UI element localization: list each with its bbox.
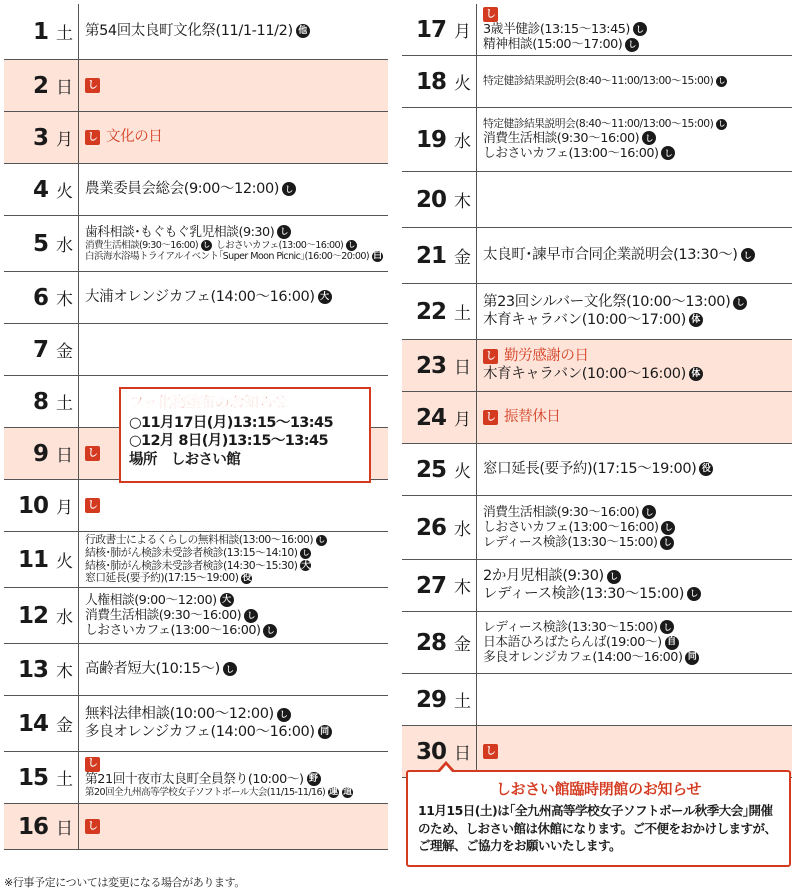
day-row [402,340,792,392]
day-number: 25 [415,456,446,483]
day-number: 8 [32,388,48,415]
day-number: 22 [415,298,446,325]
day-row [4,164,388,216]
day-row [4,752,388,804]
weekday: 水 [56,608,73,628]
day-row [402,172,792,228]
day-number: 15 [17,764,48,791]
event-cell [79,60,388,111]
location-icon: し [633,22,647,36]
event-line [483,650,788,665]
day-row [402,56,792,108]
closed-day-icon: し [85,446,100,461]
event-text: 振替休日 [504,408,561,425]
day-row [402,108,792,172]
event-line [85,724,384,741]
event-cell [477,228,792,283]
event-cell [477,172,792,227]
date-cell [402,444,477,495]
event-cell [79,324,388,375]
location-icon: 道 [343,787,353,798]
weekday: 土 [56,24,73,44]
event-text: 第54回太良町文化祭(11/1-11/2) [85,22,293,39]
day-number: 12 [17,602,48,629]
day-number: 17 [415,16,446,43]
weekday: 火 [56,182,73,202]
event-cell [477,560,792,611]
day-row [402,228,792,284]
event-line [483,118,788,131]
event-text: 3歳半健診(13:15～13:45) [483,21,630,37]
closed-day-icon: し [85,757,100,772]
location-icon: 大 [301,560,311,571]
event-line [483,744,788,759]
location-icon: し [348,241,356,250]
closed-day-icon: し [85,130,100,145]
event-line [85,819,384,834]
event-line [483,75,788,88]
weekday: 土 [56,394,73,414]
day-number: 6 [32,284,48,311]
day-number: 9 [32,440,48,467]
date-cell [4,428,79,479]
event-line [85,225,384,240]
event-line [483,505,788,520]
event-text: 大浦オレンジカフェ(14:00～16:00) [85,288,315,305]
fluoride-notice [119,387,371,483]
event-line [85,129,384,146]
event-line [85,757,384,772]
day-number: 7 [32,336,48,363]
closure-notice-pointer-inner [439,765,453,773]
event-line [85,534,384,547]
day-number: 16 [17,813,48,840]
event-line [483,312,788,329]
event-cell [79,272,388,323]
day-number: 27 [415,572,446,599]
event-text: 文化の日 [106,128,163,145]
event-text: 無料法律相談(10:00～12:00) [85,706,274,723]
location-icon: し [223,662,237,676]
event-text: 白浜海水浴場トライアルイベント｢Super Moon Picnic｣(16:00～20:00) [85,251,370,263]
weekday: 火 [454,74,471,94]
closed-day-icon: し [483,7,498,22]
location-icon: 大 [220,593,234,607]
weekday: 水 [454,132,471,152]
event-line [85,623,384,638]
weekday: 月 [454,410,471,430]
event-text: 窓口延長(要予約)(17:15～19:00) [85,571,239,585]
event-cell [477,674,792,725]
location-icon: し [660,536,674,550]
location-icon: 役 [699,462,713,476]
event-cell [477,284,792,339]
date-cell [4,752,79,803]
weekday: 火 [454,462,471,482]
closed-day-icon: し [85,78,100,93]
event-cell [477,4,792,55]
event-text: しおさいカフェ(13:00～16:00) [216,239,344,251]
event-text: 木育キャラバン(10:00～17:00) [483,311,686,328]
day-row [4,60,388,112]
day-number: 14 [17,710,48,737]
event-text: 農業委員会総会(9:00～12:00) [85,180,280,197]
date-cell [402,56,477,107]
weekday: 木 [454,192,471,212]
event-text: 人権相談(9:00～12:00) [85,592,217,608]
location-icon: 体 [689,367,703,381]
event-line [85,706,384,723]
event-text: 歯科相談･もぐもぐ乳児相談(9:30) [85,224,275,240]
date-cell [4,588,79,643]
event-line [85,78,384,93]
event-line [483,7,788,22]
event-text: レディース検診(13:30～15:00) [483,585,685,602]
event-text: 行政書士によるくらしの無料相談(13:00～16:00) [85,533,314,547]
footnote: ※行事予定については変更になる場合があります。 [4,876,245,889]
day-number: 19 [415,126,446,153]
location-icon: し [733,296,747,310]
day-row [4,324,388,376]
date-cell [402,284,477,339]
event-cell [79,532,388,587]
date-cell [402,560,477,611]
event-cell [477,340,792,391]
weekday: 金 [454,248,471,268]
day-row [4,696,388,752]
day-number: 24 [415,404,446,431]
event-line [483,131,788,146]
day-row [4,532,388,588]
day-row [402,444,792,496]
day-row [4,4,388,60]
event-text: 高齢者短大(10:15～) [85,660,220,677]
weekday: 日 [454,358,471,378]
event-line [85,181,384,198]
event-text: 消費生活相談(9:30～16:00) [483,130,640,146]
day-number: 30 [415,738,446,765]
day-number: 28 [415,629,446,656]
event-cell [477,612,792,673]
date-cell [4,532,79,587]
weekday: 日 [56,446,73,466]
date-cell [402,612,477,673]
date-cell [402,674,477,725]
location-icon: し [302,549,310,557]
location-icon: 同 [685,651,699,665]
event-text: 特定健診結果説明会(8:40～11:00/13:00～15:00) [483,74,714,88]
fluoride-notice-title: フッ化物塗布のお知らせ [129,393,288,411]
event-line [85,661,384,678]
location-icon: し [263,624,277,638]
weekday: 火 [56,552,73,572]
fluoride-notice-line: 場所 しおさい館 [129,451,241,468]
location-icon: 他 [296,24,310,38]
event-line [85,772,384,787]
event-cell [477,108,792,171]
event-text: しおさいカフェ(13:00～16:00) [85,623,261,639]
date-cell [402,108,477,171]
location-icon: 運 [329,787,339,798]
fluoride-notice-line: ○11月17日(月)13:15～13:45 [129,415,333,431]
event-text: 消費生活相談(9:30～16:00) [85,239,199,251]
day-row [4,216,388,272]
weekday: 日 [56,78,73,98]
event-cell [477,444,792,495]
day-number: 5 [32,230,48,257]
day-number: 10 [17,492,48,519]
event-text: 日本語ひろばたらんば(19:00～) [483,634,662,650]
date-cell [4,696,79,751]
event-line [483,247,788,264]
event-line [483,520,788,535]
event-text: 第20回全九州高等学校女子ソフトボール大会(11/15-11/16) [85,786,326,798]
day-number: 4 [32,176,48,203]
event-cell [477,56,792,107]
day-row [4,112,388,164]
day-row [402,284,792,340]
event-text: しおさいカフェ(13:00～16:00) [483,519,659,535]
date-cell [402,228,477,283]
event-text: 第21回十夜市太良町全員祭り(10:00～) [85,771,304,787]
day-number: 13 [17,656,48,683]
location-icon: し [277,225,291,239]
event-text: 多良オレンジカフェ(14:00～16:00) [85,723,315,740]
day-row [402,496,792,560]
event-cell [79,112,388,163]
day-row [402,674,792,726]
location-icon: 白 [373,251,383,262]
day-row [4,588,388,644]
day-row [4,480,388,532]
event-cell [79,644,388,695]
weekday: 月 [454,22,471,42]
event-cell [79,588,388,643]
fluoride-notice-line: ○12月 8日(月)13:15～13:45 [129,433,328,450]
weekday: 木 [56,662,73,682]
closed-day-icon: し [483,410,498,425]
date-cell [4,804,79,849]
location-icon: 同 [318,725,332,739]
location-icon: し [741,248,755,262]
location-icon: し [203,241,211,250]
location-icon: 野 [307,772,321,786]
event-text: 勤労感謝の日 [504,348,589,365]
closure-notice [406,770,791,867]
event-line [85,289,384,306]
weekday: 土 [56,770,73,790]
day-number: 2 [32,72,48,99]
closed-day-icon: し [483,349,498,364]
closed-day-icon: し [85,498,100,513]
location-icon: し [718,77,726,86]
event-text: しおさいカフェ(13:00～16:00) [483,145,659,161]
event-cell [79,216,388,271]
date-cell [402,4,477,55]
closed-day-icon: し [483,744,498,759]
event-line [483,22,788,37]
event-line [85,572,384,585]
location-icon: し [318,536,326,545]
event-line [483,409,788,426]
event-text: レディース検診(13:30～15:00) [483,535,658,551]
date-cell [4,376,79,427]
event-line [483,568,788,585]
weekday: 木 [454,578,471,598]
location-icon: し [718,120,726,129]
event-line [85,608,384,623]
event-line [483,146,788,161]
event-text: 第23回シルバー文化祭(10:00～13:00) [483,294,731,311]
day-number: 3 [32,124,48,151]
weekday: 金 [454,635,471,655]
event-cell [79,804,388,849]
day-row [4,272,388,324]
weekday: 水 [56,236,73,256]
date-cell [402,340,477,391]
event-text: 消費生活相談(9:30～16:00) [483,504,640,520]
day-number: 18 [415,68,446,95]
date-cell [402,172,477,227]
closure-notice-title: しおさい館臨時閉館のお知らせ [495,780,702,798]
event-text: レディース検診(13:30～15:00) [483,619,658,635]
event-text: 特定健診結果説明会(8:40～11:00/13:00～15:00) [483,117,714,131]
location-icon: し [642,505,656,519]
date-cell [4,480,79,531]
day-number: 21 [415,242,446,269]
location-icon: し [687,587,701,601]
event-text: 窓口延長(要予約)(17:15～19:00) [483,460,697,477]
location-icon: し [607,570,621,584]
date-cell [4,112,79,163]
event-cell [79,480,388,531]
weekday: 土 [454,692,471,712]
weekday: 日 [454,744,471,764]
date-cell [4,216,79,271]
event-cell [477,392,792,443]
event-line [85,240,384,251]
event-line [483,294,788,311]
weekday: 木 [56,290,73,310]
date-cell [402,496,477,559]
event-line [483,535,788,550]
weekday: 水 [454,520,471,540]
date-cell [4,324,79,375]
event-line [85,593,384,608]
event-text: 多良オレンジカフェ(14:00～16:00) [483,650,683,666]
event-text: 結核･肺がん検診未受診者検診(14:30～15:30) [85,558,298,572]
day-row [402,612,792,674]
event-line [85,251,384,262]
location-icon: 役 [242,573,252,584]
location-icon: 体 [689,313,703,327]
date-cell [4,272,79,323]
day-row [402,560,792,612]
event-text: 2か月児相談(9:30) [483,568,604,585]
weekday: 金 [56,342,73,362]
location-icon: し [244,609,258,623]
day-number: 29 [415,686,446,713]
day-row [402,392,792,444]
event-line [483,635,788,650]
day-number: 23 [415,352,446,379]
location-icon: し [661,521,675,535]
location-icon: 大 [318,290,332,304]
event-line [85,547,384,560]
event-line [483,366,788,383]
location-icon: し [661,146,675,160]
date-cell [402,392,477,443]
weekday: 金 [56,716,73,736]
location-icon: し [642,131,656,145]
event-cell [79,4,388,59]
day-row [4,644,388,696]
event-text: 消費生活相談(9:30～16:00) [85,607,242,623]
day-number: 1 [32,18,48,45]
event-text: 結核･肺がん検診未受診者検診(13:15～14:10) [85,545,298,559]
event-line [85,787,384,798]
location-icon: し [277,708,291,722]
day-number: 11 [17,546,48,573]
event-line [483,586,788,603]
event-cell [477,496,792,559]
location-icon: し [282,182,296,196]
event-line [483,37,788,52]
event-cell [79,696,388,751]
closure-notice-body: 11月15日(土)は｢全九州高等学校女子ソフトボール秋季大会｣開催のため、しおさい館は休館になります。ご不便をおかけしますが、ご理解、ご協力をお願いいたします。 [418,803,777,853]
event-line [85,23,384,40]
day-number: 20 [415,186,446,213]
event-line [483,348,788,365]
day-row [4,804,388,850]
weekday: 月 [56,130,73,150]
location-icon: 自 [665,636,679,650]
event-text: 精神相談(15:00～17:00) [483,37,623,52]
event-text: 太良町･諫早市合同企業説明会(13:30～) [483,246,738,263]
closed-day-icon: し [85,819,100,834]
event-line [483,461,788,478]
date-cell [4,60,79,111]
date-cell [4,164,79,215]
event-text: 木育キャラバン(10:00～16:00) [483,365,686,382]
event-line [483,620,788,635]
calendar-column-right [402,4,792,778]
location-icon: し [660,620,674,634]
event-cell [79,752,388,803]
date-cell [4,4,79,59]
weekday: 土 [454,304,471,324]
location-icon: し [625,38,639,52]
weekday: 月 [56,498,73,518]
event-cell [79,164,388,215]
day-row [402,4,792,56]
date-cell [4,644,79,695]
weekday: 日 [56,819,73,839]
event-line [85,498,384,513]
day-number: 26 [415,514,446,541]
